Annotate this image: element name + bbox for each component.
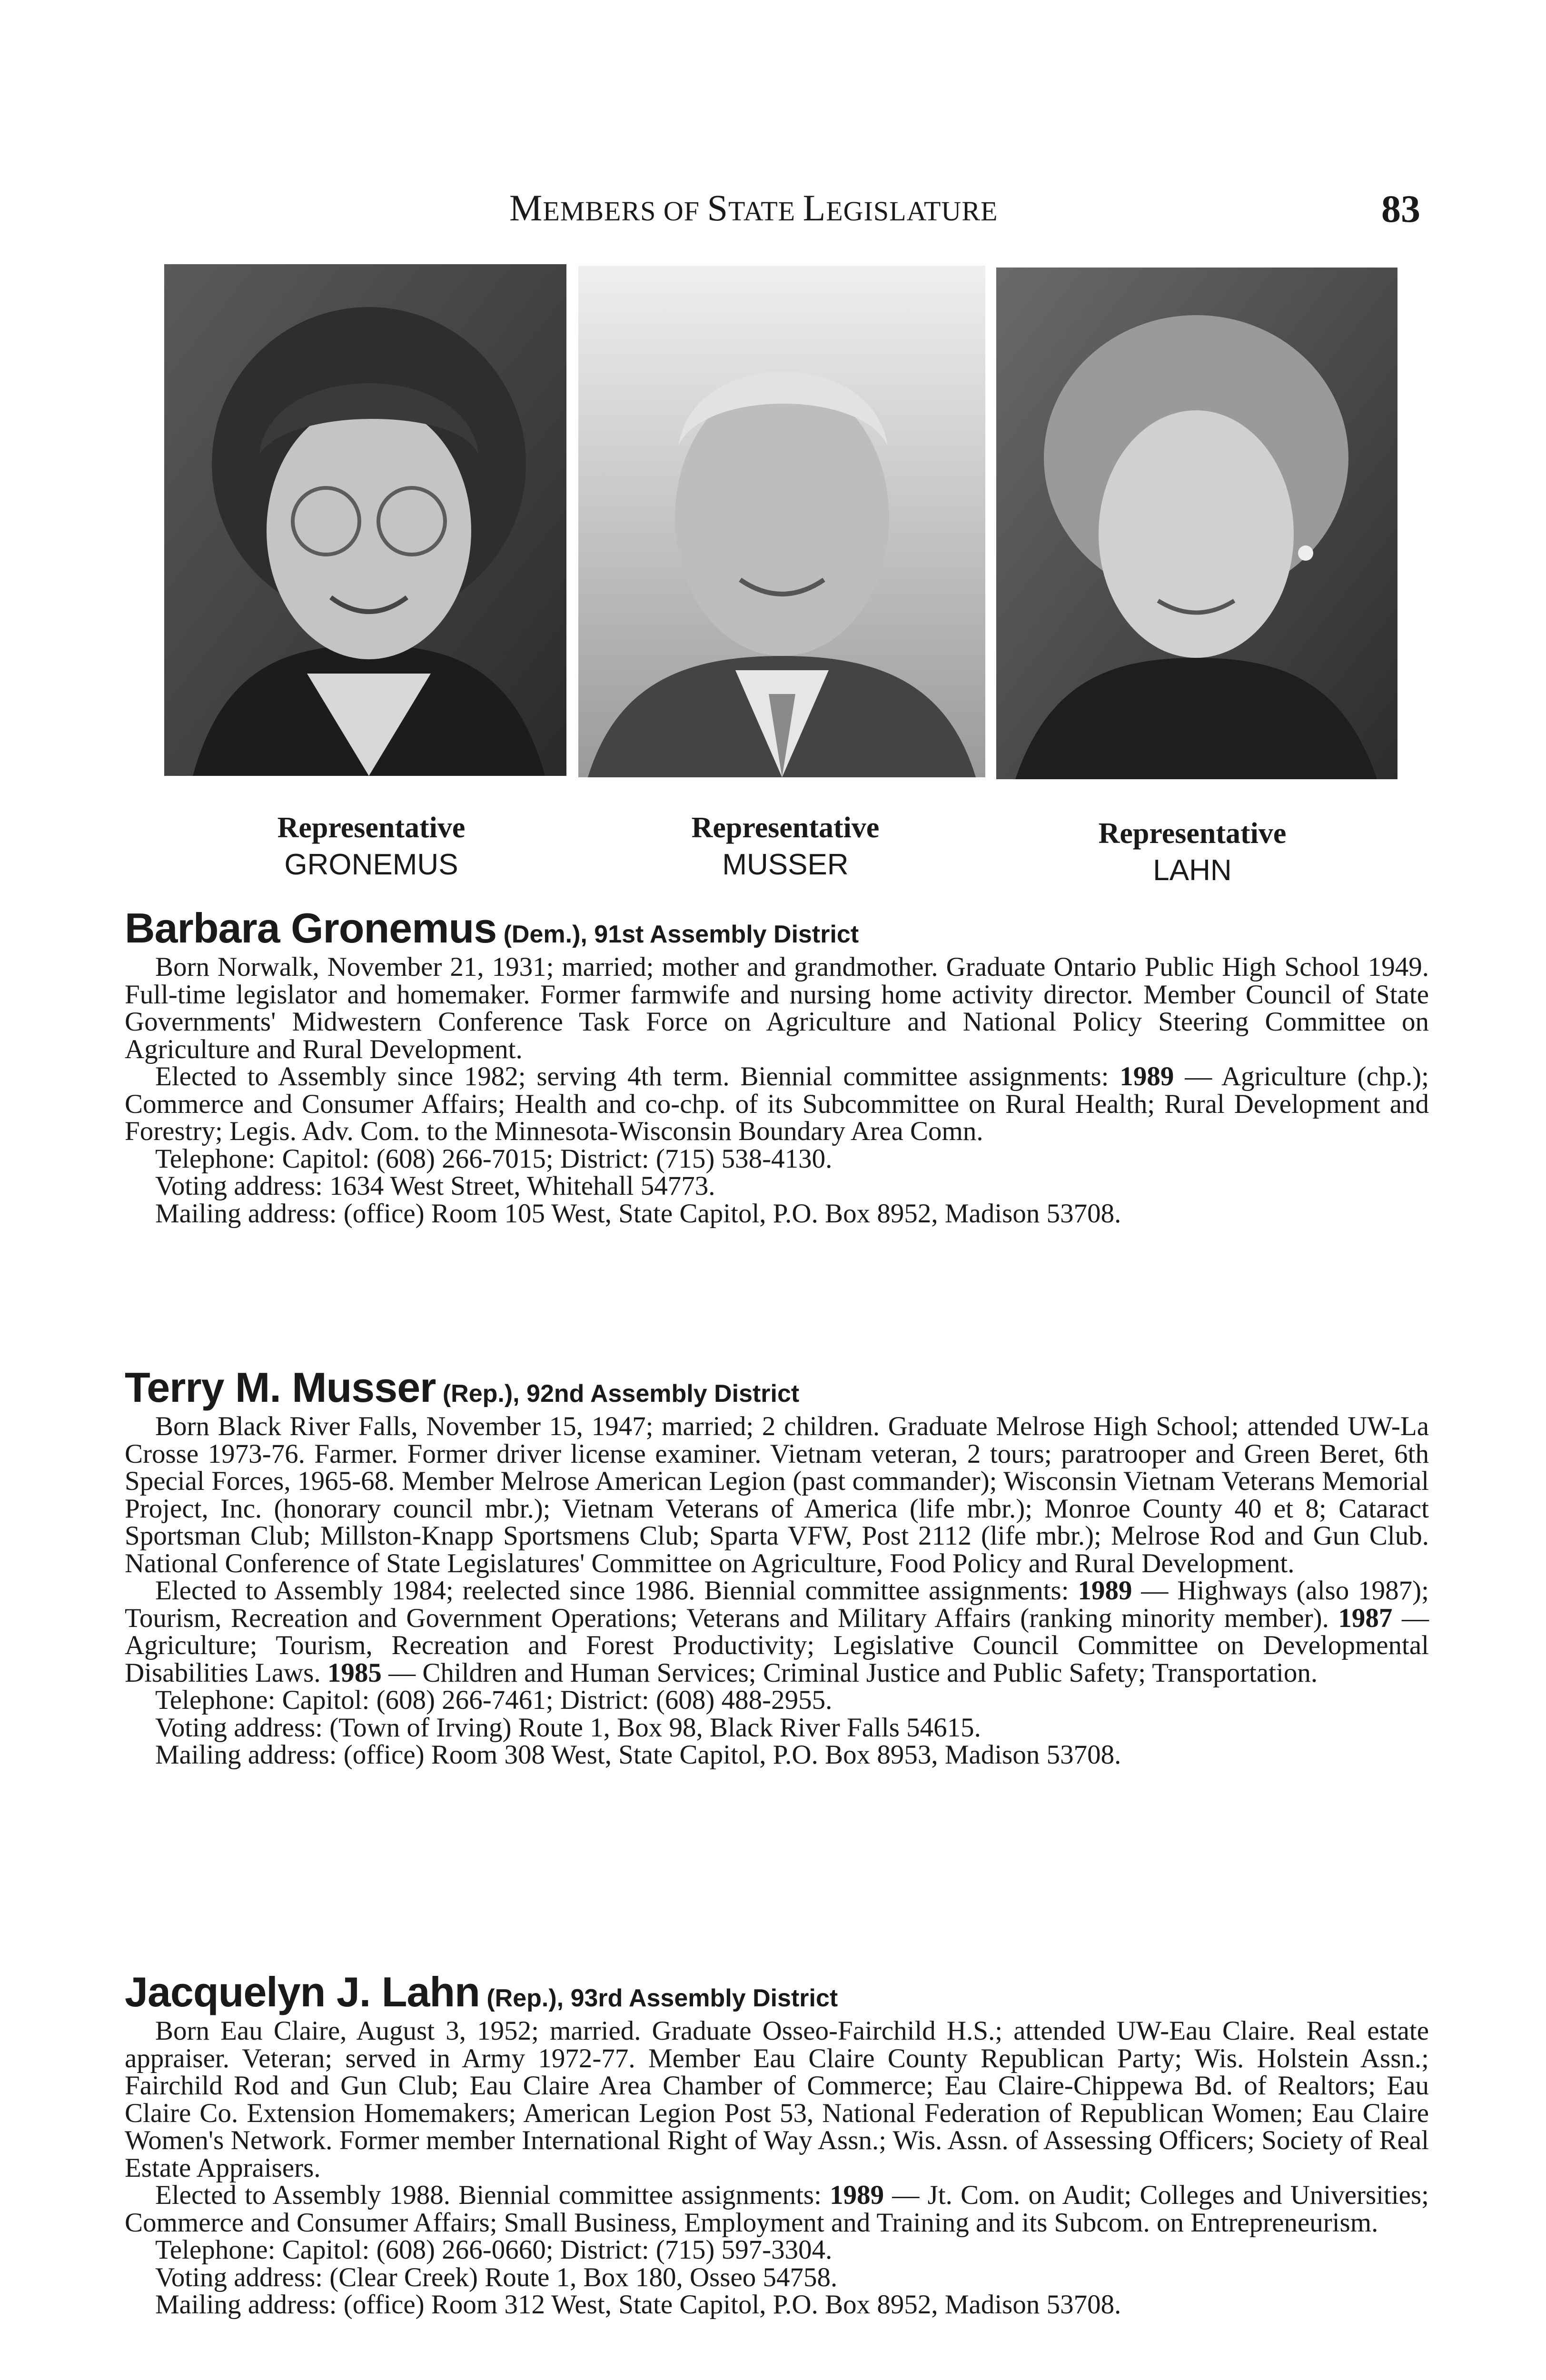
committee-paragraph: Elected to Assembly since 1982; serving 4th term. Biennial committee assignments: 1989 — Agriculture (chp.); Commerce and Consumer Affairs; Health and co-chp. of its Subcommittee on Rural Health; Rural Development and Forestry; Legis. Adv. Com. to the Minnesota-Wisconsin Boundary Area Comn. bbox=[125, 1061, 1429, 1146]
voting-address-line: Voting address: 1634 West Street, Whitehall 54773. bbox=[155, 1171, 715, 1201]
bio-heading: Jacquelyn J. Lahn (Rep.), 93rd Assembly District bbox=[125, 1968, 838, 2015]
bio-paragraph: Born Eau Claire, August 3, 1952; married. Graduate Osseo-Fairchild H.S.; attended UW-Eau Claire. Real estate appraiser. Veteran; served in Army 1972-77. Member Eau Claire County Republican Party; Wis. Holstein Assn.; Fairchild Rod and Gun Club; Eau Claire Area Chamber of Commerce; Eau Claire-Chippewa Bd. of Realtors; Eau Claire Co. Extension Homemakers; American Legion Post 53, National Federation of Republican Women; Eau Claire Women's Network. Former member International Right of Way Assn.; Wis. Assn. of Assessing Officers; Society of Real Estate Appraisers. bbox=[125, 2016, 1429, 2183]
page-number: 83 bbox=[1381, 187, 1420, 230]
caption-musser: Representative MUSSER bbox=[691, 812, 880, 881]
committee-paragraph: Elected to Assembly 1984; reelected since 1986. Biennial committee assignments: 1989 — Highways (also 1987); Tourism, Recreation and Government Operations; Veterans and Military Affairs (ranking minority member). 1987 — Agriculture; Tourism, Recreation and Forest Productivity; Legislative Council Committee on Developmental Disabilities Laws. 1985 — Children and Human Services; Criminal Justice and Public Safety; Transportation. bbox=[125, 1576, 1429, 1688]
portrait-photo-gronemus bbox=[164, 264, 566, 776]
telephone-line: Telephone: Capitol: (608) 266-7461; District: (608) 488-2955. bbox=[155, 1685, 832, 1715]
portrait-photo-musser bbox=[578, 266, 985, 777]
caption-gronemus: Representative GRONEMUS bbox=[277, 812, 466, 881]
committee-paragraph: Elected to Assembly 1988. Biennial committee assignments: 1989 — Jt. Com. on Audit; Colleges and Universities; Commerce and Consumer Affairs; Small Business, Employment and Training and its Subcom. on Entrepreneurism. bbox=[125, 2180, 1429, 2238]
bio-musser bbox=[125, 1364, 1429, 1770]
bio-heading: Terry M. Musser (Rep.), 92nd Assembly District bbox=[125, 1364, 800, 1411]
caption-lahn: Representative LAHN bbox=[1098, 817, 1287, 887]
voting-address-line: Voting address: (Town of Irving) Route 1, Box 98, Black River Falls 54615. bbox=[155, 1712, 981, 1743]
bio-lahn bbox=[125, 1968, 1429, 2320]
mailing-address-line: Mailing address: (office) Room 308 West, State Capitol, P.O. Box 8953, Madison 53708. bbox=[155, 1740, 1121, 1770]
mailing-address-line: Mailing address: (office) Room 312 West, State Capitol, P.O. Box 8952, Madison 53708. bbox=[155, 2290, 1121, 2320]
bio-gronemus bbox=[125, 904, 1429, 1229]
bio-heading: Barbara Gronemus (Dem.), 91st Assembly District bbox=[125, 904, 859, 952]
telephone-line: Telephone: Capitol: (608) 266-0660; District: (715) 597-3304. bbox=[155, 2235, 832, 2265]
bio-paragraph: Born Black River Falls, November 15, 1947; married; 2 children. Graduate Melrose High School; attended UW-La Crosse 1973-76. Farmer. Former driver license examiner. Vietnam veteran, 2 tours; paratrooper and Green Beret, 6th Special Forces, 1965-68. Member Melrose American Legion (past commander); Wisconsin Vietnam Veterans Memorial Project, Inc. (honorary council mbr.); Vietnam Veterans of America (life mbr.); Monroe County 40 et 8; Cataract Sportsman Club; Millston-Knapp Sportsmens Club; Sparta VFW, Post 2112 (life mbr.); Melrose Rod and Gun Club. National Conference of State Legislatures' Committee on Agriculture, Food Policy and Rural Development. bbox=[125, 1411, 1429, 1578]
voting-address-line: Voting address: (Clear Creek) Route 1, Box 180, Osseo 54758. bbox=[155, 2262, 838, 2292]
portrait-photo-lahn bbox=[996, 268, 1397, 779]
running-head: MEMBERS OF STATE LEGISLATURE bbox=[509, 187, 998, 228]
mailing-address-line: Mailing address: (office) Room 105 West, State Capitol, P.O. Box 8952, Madison 53708. bbox=[155, 1198, 1121, 1229]
bio-paragraph: Born Norwalk, November 21, 1931; married; mother and grandmother. Graduate Ontario Public High School 1949. Full-time legislator and homemaker. Former farmwife and nursing home activity director. Member Council of State Governments' Midwestern Conference Task Force on Agriculture and National Policy Steering Committee on Agriculture and Rural Development. bbox=[125, 952, 1429, 1064]
telephone-line: Telephone: Capitol: (608) 266-7015; District: (715) 538-4130. bbox=[155, 1143, 832, 1174]
